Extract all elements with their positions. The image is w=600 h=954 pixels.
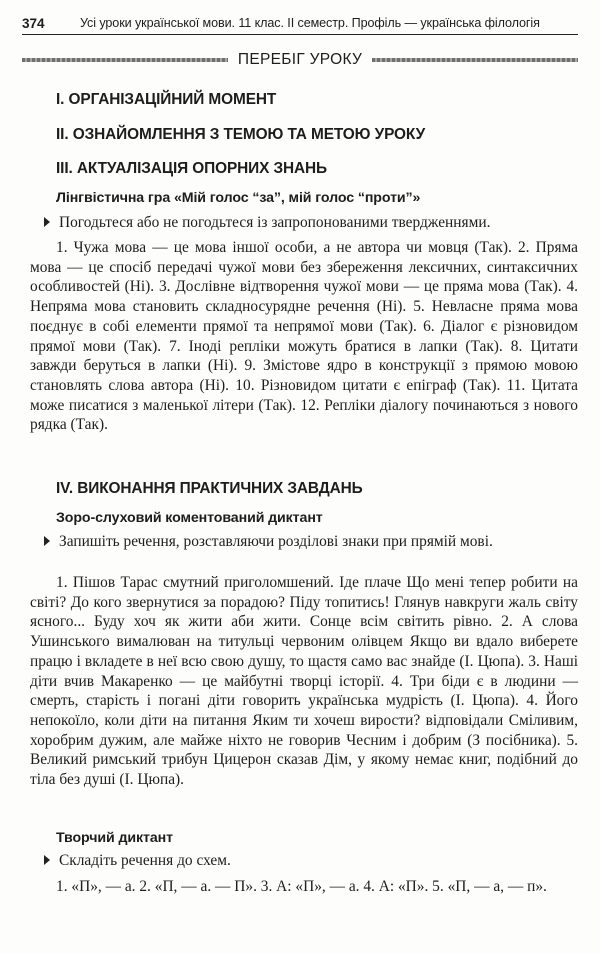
creative-task: [44, 851, 576, 871]
section-heading-2: II. ОЗНАЙОМЛЕННЯ З ТЕМОЮ ТА МЕТОЮ УРОКУ: [56, 126, 426, 143]
bullet-triangle-icon: [44, 217, 50, 227]
bullet-triangle-icon: [44, 855, 50, 865]
page-number: 374: [22, 16, 45, 31]
section-heading-3: III. АКТУАЛІЗАЦІЯ ОПОРНИХ ЗНАНЬ: [56, 160, 328, 177]
dictation-task-text: Запишіть речення, розставляючи розділові знаки при прямій мові.: [59, 533, 493, 550]
dictation-title: Зоро-слуховий коментований диктант: [56, 510, 323, 526]
running-header: [22, 8, 578, 35]
creative-title: Творчий диктант: [56, 830, 173, 846]
creative-task-text: Складіть речення до схем.: [59, 852, 231, 869]
section-heading-1: I. ОРГАНІЗАЦІЙНИЙ МОМЕНТ: [56, 91, 277, 108]
dictation-text: 1. Пішов Тарас смутний приголомшений. Іде плаче Що мені тепер робити на світі? До кого звернутися за порадою? Піду топитись! Глянув навкруги жаль світу ясного... Буду хоч як жити аби жити. Сонце всім світить рівно. 2. А слова Ушинського вималюван на титульці червоним олівцем Якщо ви вдало виберете працю і вкладете в неї всю свою душу, то щастя само вас знайде (І. Цюпа). 3. Наші діти вчив Макаренко — це майбутні творці історії. 4. Три біди є в людини — смерть, старість і погані діти говорить українська мудрість (І. Цюпа). 4. Його непокоїло, коли діти на питання Яким ти хочеш вирости? відповідали Сміливим, хоробрим дужим, але майже ніхто не говорив Чесним і добрим (З посібника). 5. Великий римський трибун Цицерон сказав Дім, у якому немає книг, подібний до тіла без душі (І. Цюпа).: [30, 574, 578, 789]
banner-rule-left: [22, 58, 228, 62]
dictation-task: [44, 532, 576, 552]
game-task-text: Погодьтеся або не погодьтеся із запропонованими твердженнями.: [59, 214, 491, 231]
game-title: Лінгвістична гра «Мій голос “за”, мій голос “проти”»: [56, 190, 421, 206]
banner-rule-right: [372, 58, 578, 62]
game-task: [44, 213, 576, 233]
running-title: Усі уроки української мови. 11 клас. ІІ семестр. Профіль — українська філологія: [80, 16, 540, 30]
bullet-triangle-icon: [44, 536, 50, 546]
section-heading-4: IV. ВИКОНАННЯ ПРАКТИЧНИХ ЗАВДАНЬ: [56, 480, 363, 497]
banner-title: ПЕРЕБІГ УРОКУ: [237, 51, 363, 68]
game-statements: 1. Чужа мова — це мова іншої особи, а не автора чи мовця (Так). 2. Пряма мова — це спосіб передачі чужої мови без збереження лексичних, синтаксичних особливостей (Ні). 3. Дослівне відтворення чужої мови — це пряма мова (Так). 4. Непряма мова становить складносурядне речення (Ні). 5. Невласне пряма мова поєднує в собі елементи прямої та непрямої мови (Так). 6. Діалог є різновидом прямої мови (Так). 7. Іноді репліки можуть братися в лапки (Так). 8. Цитати завжди беруться в лапки (Ні). 9. Змістове ядро в конструкції з прямою мовою становлять слова автора (Ні). 10. Різновидом цитати є епіграф (Так). 11. Цитата може писатися з маленької літери (Так). 12. Репліки діалогу починаються з нового рядка (Так).: [30, 239, 578, 434]
creative-schemes: 1. «П», — а. 2. «П, — а. — П». 3. А: «П», — а. 4. А: «П». 5. «П, — а, — п».: [56, 878, 547, 895]
lesson-banner: [22, 50, 578, 70]
